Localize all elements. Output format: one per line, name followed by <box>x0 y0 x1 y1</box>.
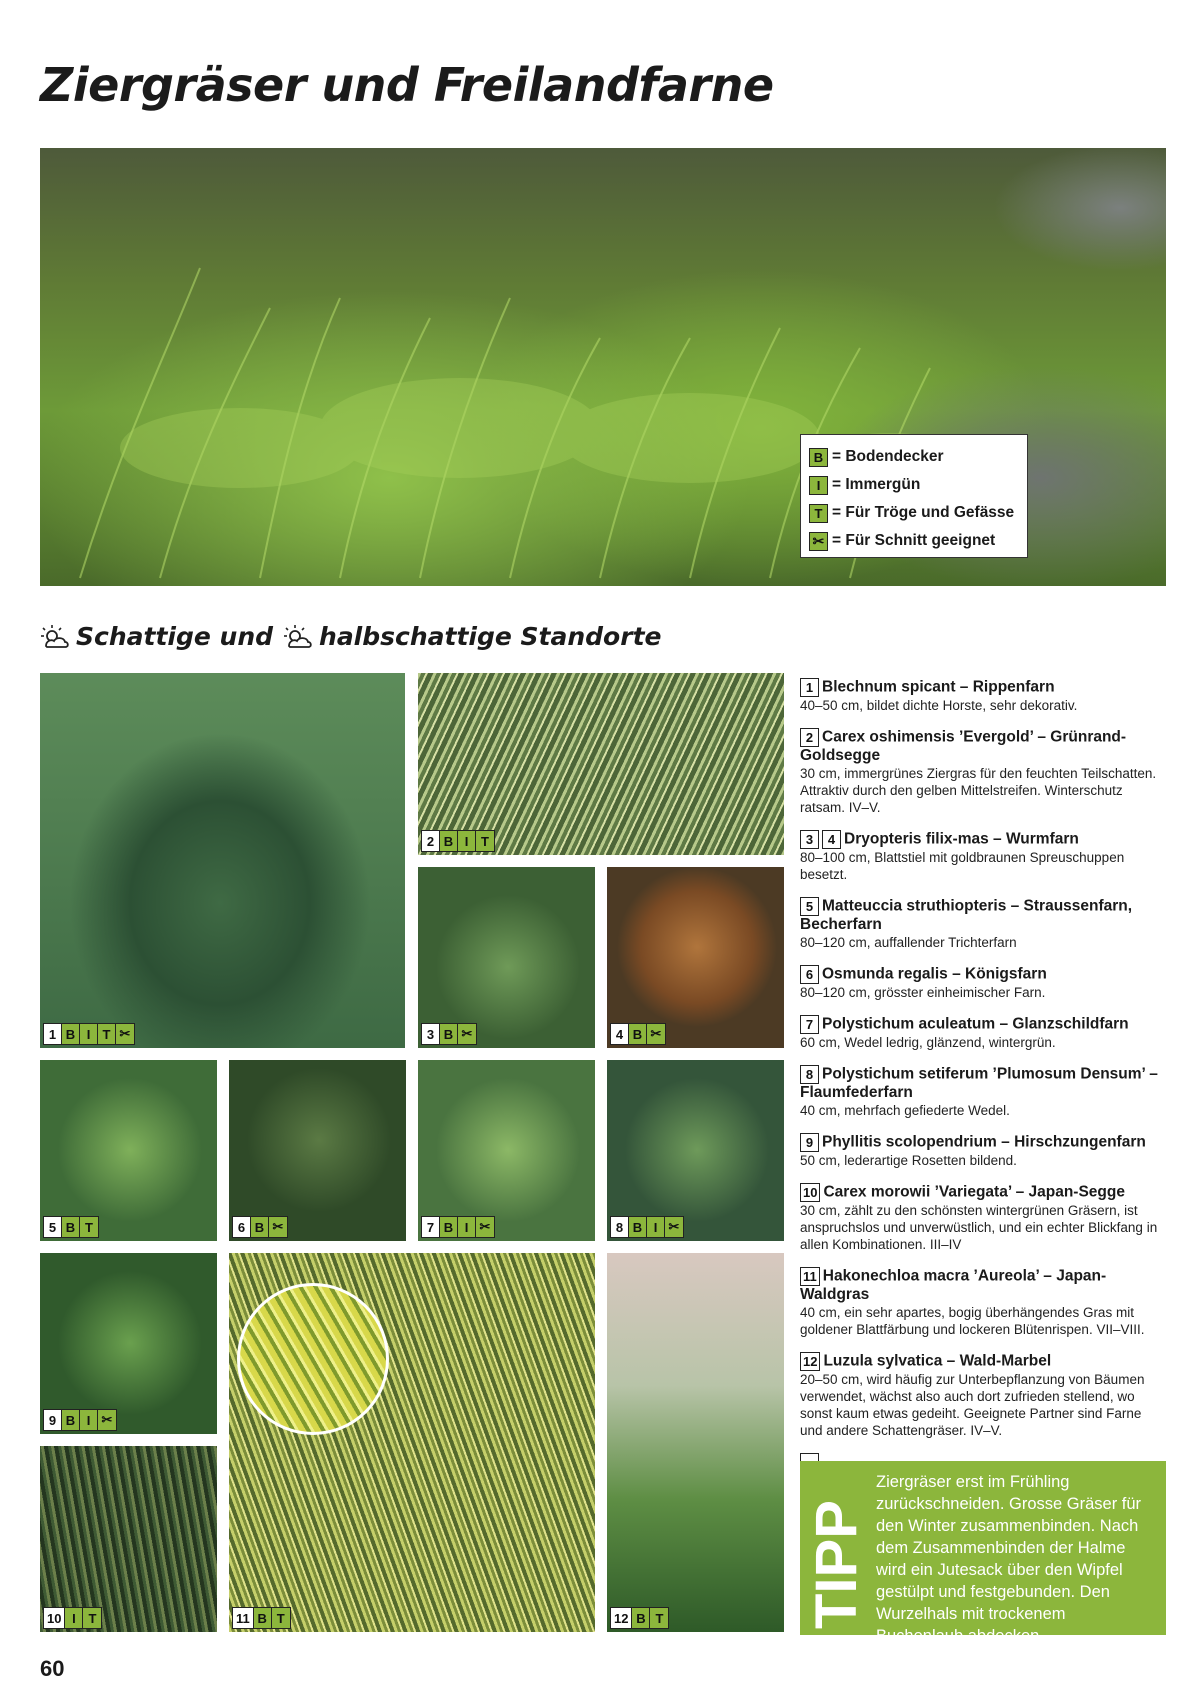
section-heading <box>40 622 661 651</box>
photo-3-tag <box>421 1023 477 1045</box>
photo-2-tag <box>421 830 495 852</box>
plant-name-8: Polystichum setiferum ’Plumosum Densum’ – Flaumfederfarn <box>800 1065 1158 1101</box>
photo-8-tag <box>610 1216 684 1238</box>
photo-5-code-b: B <box>62 1217 80 1237</box>
photo-7-polystichum-aculeatum <box>418 1060 595 1241</box>
plant-name-1: Blechnum spicant – Rippenfarn <box>822 678 1055 696</box>
plant-title-9 <box>800 1133 1166 1152</box>
plant-entry-9 <box>800 1133 1166 1169</box>
plant-number-4: 4 <box>822 830 841 849</box>
plant-desc-2: 30 cm, immergrünes Ziergras für den feuchten Teilschatten. Attraktiv durch den gelben Mittelstreifen. Winterschutz ratsam. IV–V. <box>800 766 1157 815</box>
photo-1-code-t: T <box>98 1024 116 1044</box>
legend-label-b: = Bodendecker <box>832 448 944 465</box>
plant-entry-8 <box>800 1065 1166 1119</box>
plant-number-11: 11 <box>800 1267 820 1286</box>
photo-8-polystichum-setiferum <box>607 1060 784 1241</box>
section-heading-part1: Schattige und <box>76 622 274 651</box>
photo-12-number: 12 <box>611 1608 632 1628</box>
plant-title-5 <box>800 897 1166 934</box>
hero-fern-photo <box>40 148 1166 586</box>
plant-title-7 <box>800 1015 1166 1034</box>
plant-desc-10: 30 cm, zählt zu den schönsten wintergrünen Gräsern, ist anspruchslos und unverwüstlich, und ein echter Blickfang in allen Kombinationen. III–IV <box>800 1203 1158 1252</box>
photo-4-code-b: B <box>629 1024 647 1044</box>
photo-11-tag <box>232 1607 291 1629</box>
photo-7-number: 7 <box>422 1217 440 1237</box>
photo-5-number: 5 <box>44 1217 62 1237</box>
legend-code-t: T <box>809 504 828 523</box>
plant-name-9: Phyllitis scolopendrium – Hirschzungenfarn <box>822 1133 1146 1151</box>
legend-row-t <box>809 499 1021 527</box>
photo-2-number: 2 <box>422 831 440 851</box>
plant-desc-9: 50 cm, lederartige Rosetten bildend. <box>800 1153 1017 1168</box>
scissors-icon: ✂ <box>647 1024 665 1044</box>
scissors-icon: ✂ <box>809 532 828 551</box>
page-number: 60 <box>40 1656 65 1681</box>
photo-9-code-b: B <box>62 1410 80 1430</box>
plant-entry-11 <box>800 1267 1166 1338</box>
photo-3-code-b: B <box>440 1024 458 1044</box>
photo-9-number: 9 <box>44 1410 62 1430</box>
photo-6-number: 6 <box>233 1217 251 1237</box>
photo-5-code-t: T <box>80 1217 98 1237</box>
plant-entry-7 <box>800 1015 1166 1051</box>
plant-entry-10 <box>800 1183 1166 1253</box>
photo-4-number: 4 <box>611 1024 629 1044</box>
plant-number-2: 2 <box>800 728 819 747</box>
plant-entry-6 <box>800 965 1166 1001</box>
plant-desc-12: 20–50 cm, wird häufig zur Unterbepflanzung von Bäumen verwendet, wächst also auch dort zufrieden stellend, wo sonst kaum etwas gedeiht. Geeignete Partner sind Farne und andere Schattengräser. IV–V. <box>800 1372 1145 1438</box>
plant-title-1 <box>800 678 1166 697</box>
plant-name-12: Luzula sylvatica – Wald-Marbel <box>823 1352 1052 1370</box>
photo-8-number: 8 <box>611 1217 629 1237</box>
photo-8-code-b: B <box>629 1217 647 1237</box>
plant-desc-5: 80–120 cm, auffallender Trichterfarn <box>800 935 1017 950</box>
legend-label-scissors: = Für Schnitt geeignet <box>832 532 996 549</box>
plant-title-12 <box>800 1352 1166 1371</box>
photo-3-number: 3 <box>422 1024 440 1044</box>
legend-label-i: = Immergün <box>832 476 921 493</box>
tip-label-text: TIPP <box>804 1500 869 1629</box>
photo-10-number: 10 <box>44 1608 65 1628</box>
tip-text: Ziergräser erst im Frühling zurückschneiden. Grosse Gräser für den Winter zusammenbinden. Nach dem Zusammenbinden der Halme wird ein Jutesack über den Wipfel gestülpt und festgebunden. Den Wurzelhals mit trockenem Buchenlaub abdecken. <box>876 1473 1142 1645</box>
plant-number-10: 10 <box>800 1183 820 1202</box>
legend-code-i: I <box>809 476 828 495</box>
plant-number-8: 8 <box>800 1065 819 1084</box>
photo-6-tag <box>232 1216 288 1238</box>
photo-12-luzula <box>607 1253 784 1632</box>
plant-number-12: 12 <box>800 1352 820 1371</box>
plant-number-3: 3 <box>800 830 819 849</box>
photo-4-tag <box>610 1023 666 1045</box>
photo-1-blechnum <box>40 673 405 1048</box>
photo-2-code-b: B <box>440 831 458 851</box>
plant-name-5: Matteuccia struthiopteris – Straussenfarn, Becherfarn <box>800 897 1133 933</box>
photo-9-phyllitis <box>40 1253 217 1434</box>
plant-name-11: Hakonechloa macra ’Aureola’ – Japan-Waldgras <box>800 1267 1107 1303</box>
photo-1-number: 1 <box>44 1024 62 1044</box>
legend-box <box>800 434 1028 558</box>
plant-number-7: 7 <box>800 1015 819 1034</box>
photo-1-code-i: I <box>80 1024 98 1044</box>
plant-list <box>800 678 1166 1491</box>
plant-name-10: Carex morowii ’Variegata’ – Japan-Segge <box>823 1183 1125 1201</box>
legend-label-t: = Für Tröge und Gefässe <box>832 504 1015 521</box>
plant-name-7: Polystichum aculeatum – Glanzschildfarn <box>822 1015 1129 1033</box>
photo-6-code-b: B <box>251 1217 269 1237</box>
scissors-icon: ✂ <box>98 1410 116 1430</box>
plant-desc-6: 80–120 cm, grösster einheimischer Farn. <box>800 985 1046 1000</box>
plant-desc-7: 60 cm, Wedel ledrig, glänzend, wintergrün. <box>800 1035 1056 1050</box>
plant-name-6: Osmunda regalis – Königsfarn <box>822 965 1047 983</box>
photo-12-code-t: T <box>650 1608 668 1628</box>
plant-entry-12 <box>800 1352 1166 1439</box>
photo-4-dryopteris-young <box>607 867 784 1048</box>
plant-number-6: 6 <box>800 965 819 984</box>
plant-name-3-4: Dryopteris filix-mas – Wurmfarn <box>844 830 1079 848</box>
halfshade-sun-icon <box>283 624 313 650</box>
section-heading-part2: halbschattige Standorte <box>319 622 662 651</box>
scissors-icon: ✂ <box>476 1217 494 1237</box>
plant-title-6 <box>800 965 1166 984</box>
photo-10-carex-morowii <box>40 1446 217 1632</box>
photo-7-code-i: I <box>458 1217 476 1237</box>
photo-2-code-i: I <box>458 831 476 851</box>
legend-row-i <box>809 471 1021 499</box>
photo-12-code-b: B <box>632 1608 650 1628</box>
legend-row-scissors <box>809 527 1021 555</box>
photo-9-tag <box>43 1409 117 1431</box>
legend-row-b <box>809 443 1021 471</box>
photo-1-code-b: B <box>62 1024 80 1044</box>
tip-box <box>800 1461 1166 1645</box>
scissors-icon: ✂ <box>269 1217 287 1237</box>
photo-7-tag <box>421 1216 495 1238</box>
scissors-icon: ✂ <box>665 1217 683 1237</box>
photo-3-dryopteris <box>418 867 595 1048</box>
page-title: Ziergräser und Freilandfarne <box>40 58 774 112</box>
plant-entry-2 <box>800 728 1166 816</box>
plant-desc-11: 40 cm, ein sehr apartes, bogig überhängendes Gras mit goldener Blattfärbung und lockeren Blütenrispen. VII–VIII. <box>800 1305 1145 1337</box>
photo-10-code-t: T <box>83 1608 101 1628</box>
plant-entry-5 <box>800 897 1166 951</box>
tip-label <box>800 1461 868 1635</box>
plant-name-2: Carex oshimensis ’Evergold’ – Grünrand-Goldsegge <box>800 728 1127 764</box>
photo-10-code-i: I <box>65 1608 83 1628</box>
plant-desc-8: 40 cm, mehrfach gefiederte Wedel. <box>800 1103 1010 1118</box>
legend-code-b: B <box>809 448 828 467</box>
plant-desc-1: 40–50 cm, bildet dichte Horste, sehr dekorativ. <box>800 698 1078 713</box>
plant-title-3-4 <box>800 830 1166 849</box>
plant-title-2 <box>800 728 1166 765</box>
scissors-icon: ✂ <box>458 1024 476 1044</box>
photo-5-tag <box>43 1216 99 1238</box>
photo-1-tag <box>43 1023 135 1045</box>
photo-8-code-i: I <box>647 1217 665 1237</box>
detail-inset-circle <box>237 1283 389 1435</box>
photo-11-number: 11 <box>233 1608 254 1628</box>
photo-2-carex <box>418 673 784 855</box>
plant-desc-3-4: 80–100 cm, Blattstiel mit goldbraunen Spreuschuppen besetzt. <box>800 850 1125 882</box>
photo-12-tag <box>610 1607 669 1629</box>
photo-10-tag <box>43 1607 102 1629</box>
plant-number-1: 1 <box>800 678 819 697</box>
plant-entry-1 <box>800 678 1166 714</box>
photo-11-code-b: B <box>254 1608 272 1628</box>
photo-11-hakonechloa <box>229 1253 595 1632</box>
plant-title-10 <box>800 1183 1166 1202</box>
photo-9-code-i: I <box>80 1410 98 1430</box>
photo-7-code-b: B <box>440 1217 458 1237</box>
photo-11-code-t: T <box>272 1608 290 1628</box>
scissors-icon: ✂ <box>116 1024 134 1044</box>
plant-title-8 <box>800 1065 1166 1102</box>
photo-5-matteuccia <box>40 1060 217 1241</box>
plant-title-11 <box>800 1267 1166 1304</box>
plant-entry-3-4 <box>800 830 1166 883</box>
photo-2-code-t: T <box>476 831 494 851</box>
plant-number-9: 9 <box>800 1133 819 1152</box>
shade-sun-icon <box>40 624 70 650</box>
photo-6-osmunda <box>229 1060 406 1241</box>
plant-number-5: 5 <box>800 897 819 916</box>
